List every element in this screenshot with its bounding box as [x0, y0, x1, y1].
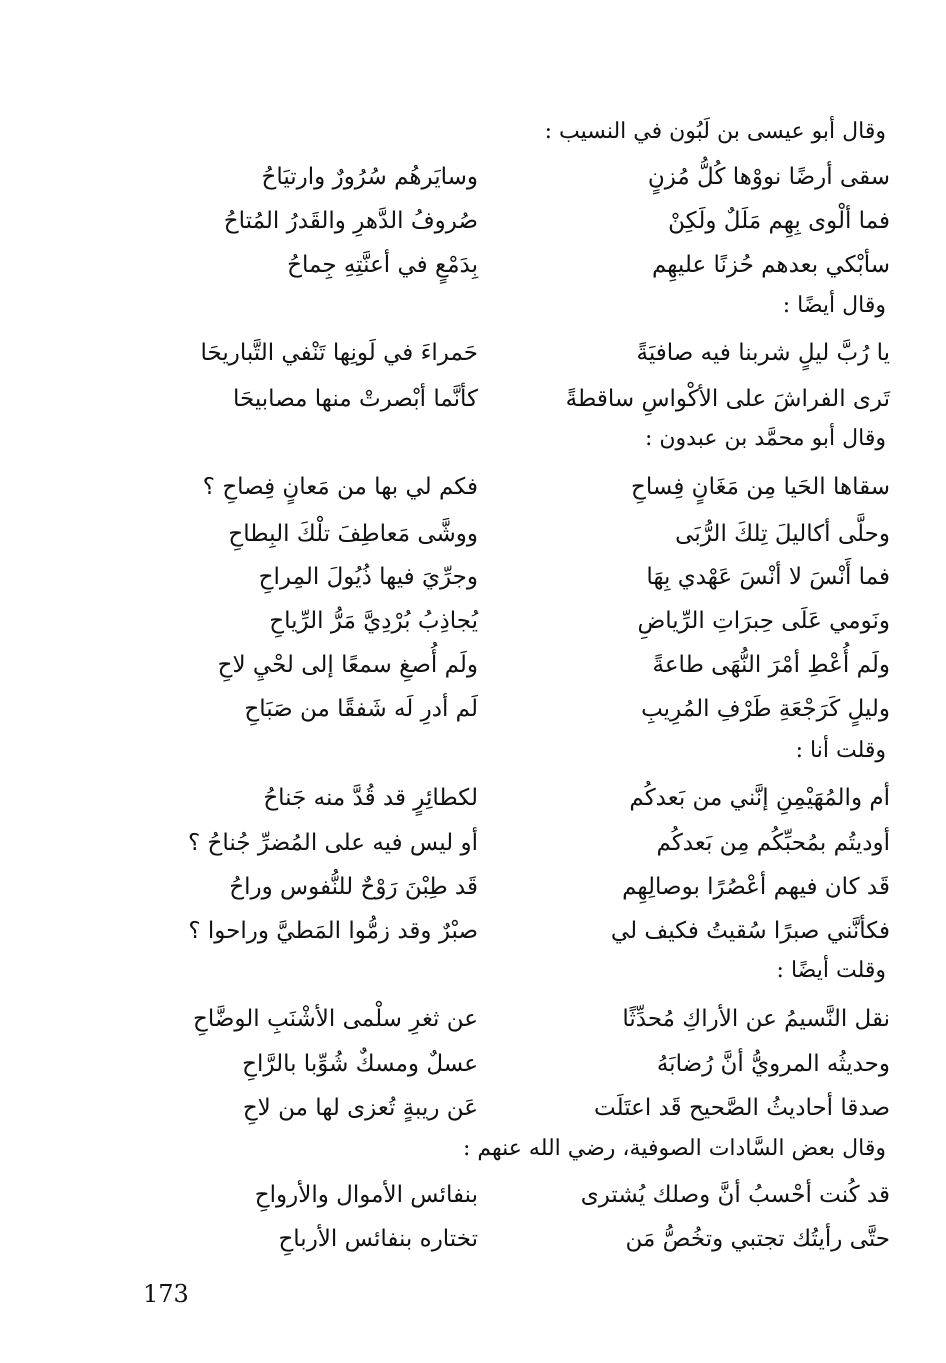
verse-second-hemistich: أو ليس فيه على المُضرِّ جُناحُ ؟	[188, 830, 478, 856]
verse-first-hemistich: سأبْكي بعدهم حُزنًا عليهِم	[652, 252, 890, 278]
verse-line	[120, 557, 890, 597]
verse-first-hemistich: وحديثُه المرويُّ أنَّ رُضابَهُ	[656, 1051, 890, 1077]
verse-second-hemistich: وسايَرهُم سُرُورٌ وارتيَاحُ	[261, 164, 478, 190]
verse-second-hemistich: قَد طِبْنَ رَوْحٌ للنُّفوس وراحُ	[229, 874, 478, 900]
verse-line	[120, 379, 890, 419]
verse-first-hemistich: قَد كان فيهم أعْصُرًا بوصالِهِم	[622, 874, 890, 900]
poem-intro: وقال أبو محمَّد بن عبدون :	[644, 426, 886, 451]
poem-intro: وقلت أنا :	[795, 738, 886, 763]
verse-second-hemistich: وجرِّيَ فيها ذُيُولَ المِراحِ	[258, 564, 478, 590]
verse-line	[120, 999, 890, 1039]
verse-line	[120, 157, 890, 197]
verse-first-hemistich: حتَّى رأيتُك تجتبي وتخُصُّ مَن	[625, 1226, 890, 1252]
verse-second-hemistich: ووشَّى مَعاطِفَ تلْكَ البِطاحِ	[228, 521, 478, 547]
verse-line	[120, 911, 890, 951]
verse-line	[120, 1175, 890, 1215]
verse-second-hemistich: عَن ريبةٍ تُعزى لها من لاحِ	[242, 1095, 478, 1121]
verse-line	[120, 333, 890, 373]
verse-second-hemistich: ولَم أُصغِ سمعًا إلى لحْيِ لاحِ	[217, 652, 478, 678]
verse-first-hemistich: قد كُنت أحْسبُ أنَّ وصلك يُشترى	[580, 1182, 890, 1208]
verse-line	[120, 867, 890, 907]
verse-line	[120, 601, 890, 641]
poem-intro: وقال بعض السَّادات الصوفية، رضي الله عنهم :	[462, 1136, 886, 1161]
verse-line	[120, 778, 890, 818]
verse-first-hemistich: وحلَّى أكاليلَ تِلكَ الرُّبَى	[675, 521, 890, 547]
verse-second-hemistich: عن ثغرِ سلْمى الأشْنَبِ الوضَّاحِ	[193, 1006, 478, 1032]
verse-first-hemistich: أوديتُم بمُحبِّكُم مِن بَعدكُم	[656, 830, 890, 856]
verse-second-hemistich: بنفائس الأموال والأرواحِ	[254, 1182, 478, 1208]
verse-first-hemistich: فما ألْوى بِهِم مَلَلٌ ولَكِنْ	[668, 208, 890, 234]
verse-second-hemistich: فكم لي بها من مَعانٍ فِصاحِ ؟	[202, 474, 478, 500]
verse-second-hemistich: كأنَّما أبْصرتْ منها مصابيحَا	[232, 386, 478, 412]
verse-line	[120, 514, 890, 554]
verse-first-hemistich: سقاها الحَيا مِن مَغَانٍ فِساحِ	[631, 474, 890, 500]
verse-second-hemistich: بِدَمْعٍ في أعنَّتِهِ جِماحُ	[287, 252, 478, 278]
verse-second-hemistich: صبْرٌ وقد زمُّوا المَطيَّ وراحوا ؟	[188, 918, 478, 944]
verse-line	[120, 1044, 890, 1084]
verse-second-hemistich: عسلٌ ومسكٌ شُوِّبا بالرَّاحِ	[242, 1051, 478, 1077]
verse-first-hemistich: ونَومي عَلَى حِبرَاتِ الرِّياضِ	[637, 608, 890, 634]
verse-line	[120, 245, 890, 285]
verse-first-hemistich: نقل النَّسيمُ عن الأراكِ مُحدِّثًا	[622, 1006, 890, 1032]
verse-second-hemistich: حَمراءَ في لَونِها تَنْفي التَّباريحَا	[200, 340, 478, 366]
verse-first-hemistich: أم والمُهَيْمِنِ إنَّني من بَعدكُم	[629, 785, 890, 811]
poem-intro: وقال أيضًا :	[782, 293, 886, 318]
poem-intro: وقال أبو عيسى بن لَبُون في النسيب :	[544, 119, 886, 144]
verse-first-hemistich: صدقا أحاديثُ الصَّحيح قَد اعتَلَت	[594, 1095, 890, 1121]
verse-second-hemistich: يُجاذِبُ بُرْدِيَّ مَرُّ الرِّياحِ	[269, 608, 478, 634]
verse-second-hemistich: لَم أدرِ لَه شَفقًا من صَبَاحِ	[244, 696, 478, 722]
page-number: 173	[143, 1280, 189, 1308]
verse-first-hemistich: تَرى الفراشَ على الأكْواسِ ساقطةً	[565, 386, 890, 412]
verse-first-hemistich: فما أَنْسَ لا أنْسَ عَهْدي بِهَا	[646, 564, 890, 590]
verse-line	[120, 1219, 890, 1259]
verse-first-hemistich: سقى أرضًا نووْها كُلُّ مُزنٍ	[647, 164, 890, 190]
verse-first-hemistich: وليلٍ كَرَجْعَةِ طَرْفِ المُرِيبِ	[641, 696, 890, 722]
verse-line	[120, 689, 890, 729]
verse-line	[120, 645, 890, 685]
verse-line	[120, 201, 890, 241]
verse-second-hemistich: صُروفُ الدَّهرِ والقَدرُ المُتاحُ	[223, 208, 478, 234]
verse-line	[120, 823, 890, 863]
verse-line	[120, 467, 890, 507]
verse-second-hemistich: لكطائِرٍ قد قُدَّ منه جَناحُ	[263, 785, 478, 811]
verse-second-hemistich: تختاره بنفائس الأرباحِ	[278, 1226, 478, 1252]
verse-first-hemistich: ولَم أُعْطِ أمْرَ النُّهَى طاعةً	[652, 652, 890, 678]
verse-first-hemistich: فكأنَّني صبرًا سُقيتُ فكيف لي	[610, 918, 890, 944]
poem-intro: وقلت أيضًا :	[776, 958, 886, 983]
verse-first-hemistich: يا رُبَّ ليلٍ شربنا فيه صافيَةً	[636, 340, 890, 366]
verse-line	[120, 1088, 890, 1128]
